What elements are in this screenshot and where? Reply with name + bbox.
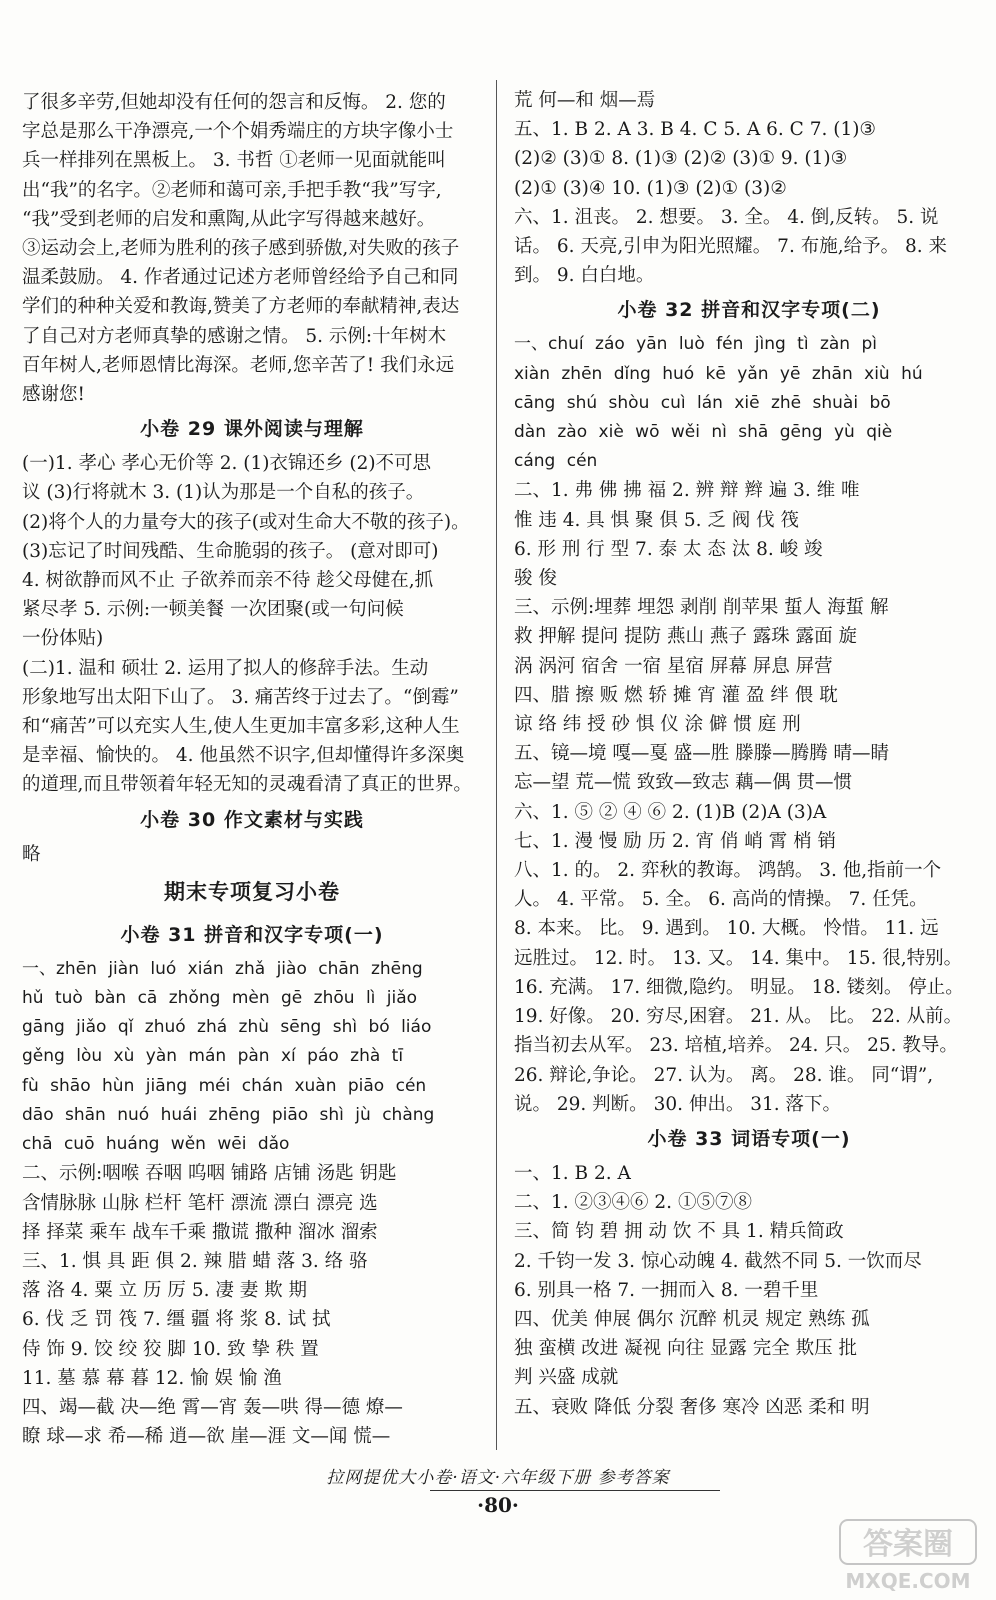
answer-line: 学们的种种关爱和教诲,赞美了方老师的奉献精神,表达	[22, 296, 460, 318]
answer-line: 远胜过。 12. 时。 13. 又。 14. 集中。 15. 很,特别。	[514, 947, 963, 969]
answer-line: 指当初去从军。 23. 培植,培养。 24. 只。 25. 教导。	[514, 1035, 958, 1057]
answer-line: 话。 6. 天亮,引申为阳光照耀。 7. 布施,给予。 8. 来	[514, 236, 947, 258]
answer-line: 谅 络 纬 授 砂 惧 仪 涂 僻 惯 庭 刑	[514, 714, 801, 736]
answer-line: 到。 9. 白白地。	[514, 265, 655, 287]
answer-line: 骏 俊	[514, 568, 557, 590]
section-heading: 小卷 32 拼音和汉字专项(二)	[617, 299, 881, 322]
answer-line: ③运动会上,老师为胜利的孩子感到骄傲,对失败的孩子	[22, 238, 460, 260]
answer-line: 6. 别具一格 7. 一拥而入 8. 一碧千里	[514, 1279, 819, 1301]
right-column	[514, 86, 984, 1422]
answer-line: 百年树人,老师恩情比海深。老师,您辛苦了! 我们永远	[22, 354, 455, 376]
answer-line: 七、1. 漫 慢 励 历 2. 宵 俏 峭 霄 梢 销	[514, 830, 836, 852]
answer-line: 是幸福、愉快的。 4. 他虽然不识字,但却懂得许多深奥	[22, 745, 465, 767]
answer-line: 三、示例:埋葬 埋怨 剥削 削苹果 蜇人 海蜇 解	[514, 597, 889, 619]
part-heading: 期末专项复习小卷	[164, 879, 340, 904]
answer-line: 侍 饰 9. 饺 绞 狡 脚 10. 致 挚 秩 置	[22, 1338, 319, 1360]
answer-line: 二、1. 弗 佛 拂 福 2. 辨 辩 辫 遍 3. 维 唯	[514, 480, 860, 502]
pinyin-line: cáng cén	[514, 451, 598, 472]
svg-text:MXQE.COM: MXQE.COM	[845, 1569, 971, 1593]
answer-line: 了自己对方老师真挚的感谢之情。 5. 示例:十年树木	[22, 325, 447, 347]
pinyin-line: cāng shú shòu cuì lán xiē zhē shuài bō	[514, 392, 891, 413]
answer-line: (2)② (3)① 8. (1)③ (2)② (3)① 9. (1)③	[514, 148, 848, 170]
answer-line: 六、1. 沮丧。 2. 想要。 3. 全。 4. 倒,反转。 5. 说	[514, 206, 939, 228]
answer-line: 一、1. B 2. A	[514, 1162, 631, 1184]
answer-line: 感谢您!	[22, 384, 85, 406]
answer-line: 五、镜—境 嘎—戛 盛—胜 滕滕—腾腾 晴—睛	[514, 743, 890, 765]
answer-line: 说。 29. 判断。 30. 伸出。 31. 落下。	[514, 1093, 842, 1115]
pinyin-line: xiàn zhēn dǐng huó kē yǎn yē zhān xiù hú	[514, 363, 923, 384]
answer-line: 温柔鼓励。 4. 作者通过记述方老师曾经给予自己和同	[22, 267, 459, 289]
page-number: ·80·	[477, 1493, 519, 1517]
pinyin-line: gěng lòu xù yàn mán pàn xí páo zhà tī	[22, 1046, 404, 1067]
left-column	[22, 88, 482, 1451]
answer-line: 二、示例:咽喉 吞咽 呜咽 铺路 店铺 汤匙 钥匙	[22, 1163, 397, 1185]
pinyin-line: 一、zhēn jiàn luó xián zhǎ jiào chān zhēng	[22, 958, 423, 979]
svg-text:答案圈: 答案圈	[863, 1527, 953, 1562]
answer-line: 五、1. B 2. A 3. B 4. C 5. A 6. C 7. (1)③	[514, 119, 877, 141]
answer-line: (二)1. 温和 硕壮 2. 运用了拟人的修辞手法。生动	[22, 657, 429, 679]
answer-line: 瞭 球—求 希—稀 逍—欲 崖—涯 文—闻 慌—	[22, 1426, 391, 1448]
answer-line: 出“我”的名字。②老师和蔼可亲,手把手教“我”写字,	[22, 179, 442, 201]
answer-line: 荒 何—和 烟—焉	[514, 90, 656, 111]
answer-line: 择 择菜 乘车 战车千乘 撒谎 撒种 溜冰 溜索	[22, 1221, 378, 1243]
answer-line: 了很多辛劳,但她却没有任何的怨言和反悔。 2. 您的	[22, 92, 446, 113]
answer-line: 独 蛮横 改进 凝视 向往 显露 完全 欺压 批	[514, 1338, 858, 1360]
answer-line: 的道理,而且带领着年轻无知的灵魂看清了真正的世界。	[22, 774, 472, 796]
answer-line: 落 洛 4. 粟 立 历 厉 5. 凄 妻 欺 期	[22, 1280, 307, 1302]
pinyin-line: gāng jiǎo qǐ zhuó zhá zhù sēng shì bó liáo	[22, 1017, 432, 1038]
answer-line: 和“痛苦”可以充实人生,使人生更加丰富多彩,这种人生	[22, 716, 460, 738]
answer-line: 16. 充满。 17. 细微,隐约。 明显。 18. 镂刻。 停止。	[514, 976, 964, 998]
answer-line: (一)1. 孝心 孝心无价等 2. (1)衣锦还乡 (2)不可思	[22, 453, 432, 475]
footer-rule	[430, 1490, 720, 1491]
answer-line: 判 兴盛 成就	[514, 1367, 619, 1389]
answer-line: 字总是那么干净漂亮,一个个娟秀端庄的方块字像小士	[22, 121, 454, 143]
pinyin-line: chā cuō huáng wěn wēi dǎo	[22, 1134, 290, 1155]
answer-line: 五、衰败 降低 分裂 奢侈 寒冷 凶恶 柔和 明	[514, 1396, 870, 1418]
answer-line: 惟 违 4. 具 惧 聚 俱 5. 乏 阀 伐 筏	[514, 509, 799, 531]
answer-line: 四、优美 伸展 偶尔 沉醉 机灵 规定 熟练 孤	[514, 1308, 870, 1330]
answer-line: “我”受到老师的启发和熏陶,从此字写得越来越好。	[22, 208, 436, 230]
section-heading: 小卷 31 拼音和汉字专项(一)	[120, 923, 384, 946]
answer-line: (2)将个人的力量夸大的孩子(或对生命大不敬的孩子)。	[22, 511, 470, 533]
pinyin-line: dàn zào xiè wō wěi nì shā gēng yù qiè	[514, 422, 893, 443]
pinyin-line: 一、chuí záo yān luò fén jìng tì zàn pì	[514, 334, 877, 355]
answer-line: 4. 树欲静而风不止 子欲养而亲不待 趁父母健在,抓	[22, 570, 434, 592]
answer-line: 四、腊 擦 贩 燃 轿 摊 宵 灌 盈 绊 偎 耽	[514, 684, 838, 706]
section-heading: 小卷 29 课外阅读与理解	[140, 418, 364, 441]
section-heading: 小卷 33 词语专项(一)	[647, 1127, 851, 1150]
answer-line: 救 押解 提问 提防 燕山 燕子 露珠 露面 旋	[514, 626, 858, 648]
answer-line: 涡 涡河 宿舍 一宿 星宿 屏幕 屏息 屏营	[514, 655, 833, 677]
answer-line: 6. 形 刑 行 型 7. 泰 太 态 汰 8. 峻 竣	[514, 538, 823, 560]
answer-line: 形象地写出太阳下山了。 3. 痛苦终于过去了。“倒霉”	[22, 686, 459, 708]
answer-line: 三、1. 惧 具 距 俱 2. 辣 腊 蜡 落 3. 络 骆	[22, 1250, 368, 1272]
answer-line: 二、1. ②③④⑥ 2. ①⑤⑦⑧	[514, 1192, 752, 1214]
answer-line: 忘—望 荒—慌 致致—致志 藕—偶 贯—惯	[514, 772, 853, 794]
pinyin-line: dāo shān nuó huái zhēng piāo shì jù chàng	[22, 1104, 435, 1125]
watermark-logo	[838, 1518, 978, 1594]
answer-line: 6. 伐 乏 罚 筏 7. 缰 疆 将 浆 8. 试 拭	[22, 1309, 331, 1331]
answer-line: 八、1. 的。 2. 弈秋的教诲。 鸿鹄。 3. 他,指前一个	[514, 860, 942, 882]
answer-line: 人。 4. 平常。 5. 全。 6. 高尚的情操。 7. 任凭。	[514, 889, 928, 911]
answer-line: 26. 辩论,争论。 27. 认为。 离。 28. 谁。 同“谓”,	[514, 1064, 934, 1086]
column-divider	[496, 80, 497, 1450]
answer-line: 四、竭—截 决—绝 霄—宵 轰—哄 得—德 燎—	[22, 1396, 403, 1418]
answer-line: 紧尽孝 5. 示例:一顿美餐 一次团聚(或一句问候	[22, 599, 404, 621]
answer-line: (2)① (3)④ 10. (1)③ (2)① (3)②	[514, 177, 787, 199]
answer-line: 六、1. ⑤ ② ④ ⑥ 2. (1)B (2)A (3)A	[514, 801, 827, 823]
answer-line: 略	[22, 843, 41, 865]
answer-line: 三、简 钧 碧 拥 动 饮 不 具 1. 精兵简政	[514, 1221, 844, 1243]
answer-line: 19. 好像。 20. 穷尽,困窘。 21. 从。 比。 22. 从前。	[514, 1006, 963, 1028]
footer-title: 拉网提优大小卷·语文·六年级下册 参考答案	[326, 1468, 670, 1488]
answer-line: 8. 本来。 比。 9. 遇到。 10. 大概。 怜惜。 11. 远	[514, 918, 939, 940]
answer-line: (3)忘记了时间残酷、生命脆弱的孩子。 (意对即可)	[22, 540, 439, 562]
answer-line: 一份体贴)	[22, 628, 104, 650]
pinyin-line: fù shāo hùn jiāng méi chán xuàn piāo cén	[22, 1075, 427, 1096]
answer-line: 11. 墓 慕 幕 暮 12. 愉 娱 愉 渔	[22, 1367, 282, 1389]
answer-line: 议 (3)行将就木 3. (1)认为那是一个自私的孩子。	[22, 482, 425, 504]
answer-line: 兵一样排列在黑板上。 3. 书哲 ①老师一见面就能叫	[22, 150, 446, 172]
section-heading: 小卷 30 作文素材与实践	[140, 808, 364, 831]
answer-line: 含情脉脉 山脉 栏杆 笔杆 漂流 漂白 漂亮 选	[22, 1192, 378, 1214]
pinyin-line: hǔ tuò bàn cā zhǒng mèn gē zhōu lì jiǎo	[22, 988, 418, 1009]
answer-line: 2. 千钧一发 3. 惊心动魄 4. 截然不同 5. 一饮而尽	[514, 1250, 922, 1272]
